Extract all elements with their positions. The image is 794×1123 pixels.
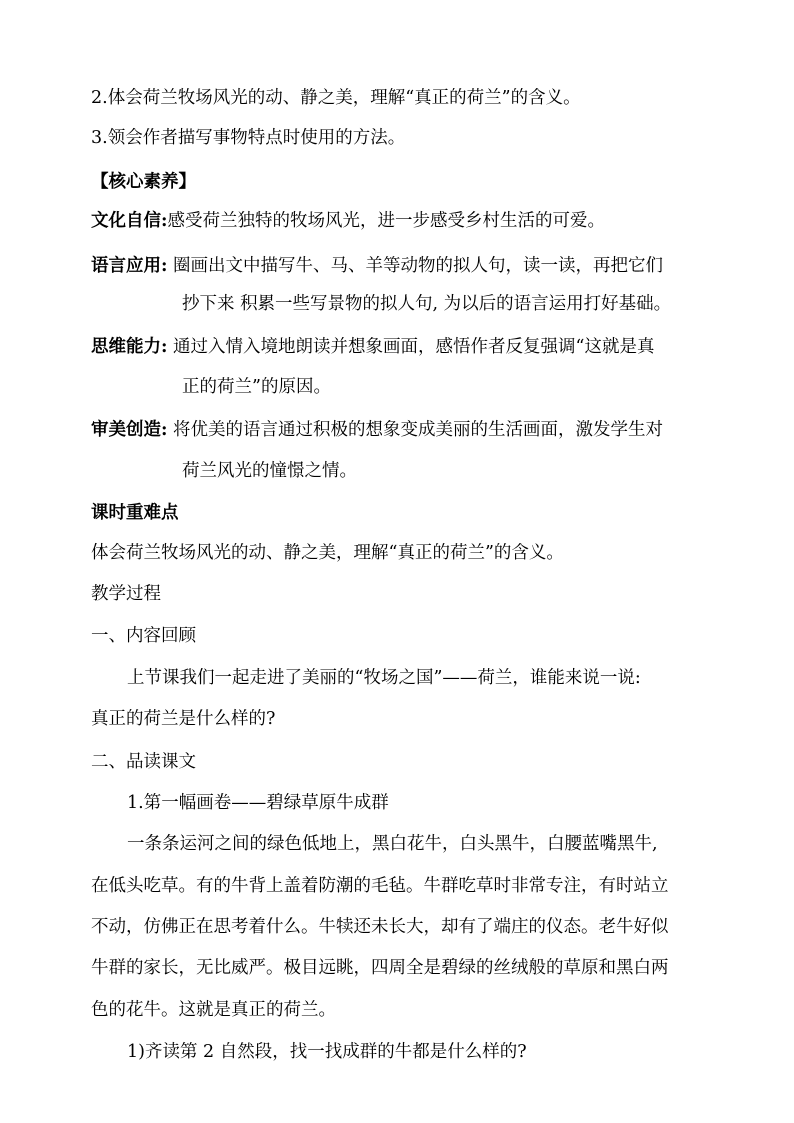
competency-label: 语言应用:: [91, 256, 168, 276]
teaching-process-heading: 教学过程: [91, 584, 161, 604]
passage-line: 在低头吃草。有的牛背上盖着防潮的毛毡。牛群吃草时非常专注，有时站立: [91, 876, 669, 896]
passage-line: 一条条运河之间的绿色低地上，黑白花牛，白头黑牛，白腰蓝嘴黑牛,: [127, 834, 658, 854]
competency-text: 圈画出文中描写牛、马、羊等动物的拟人句，读一读，再把它们: [173, 256, 664, 276]
competency-label: 文化自信:: [91, 211, 168, 231]
section-2-title: 二、品读课文: [91, 752, 196, 772]
competency-text: 通过入情入境地朗读并想象画面，感悟作者反复强调“这就是真: [173, 337, 655, 357]
core-literacy-heading: 【核心素养】: [91, 172, 196, 192]
question-1: 1)齐读第 2 自然段，找一找成群的牛都是什么样的?: [127, 1042, 527, 1062]
objective-2: 2.体会荷兰牧场风光的动、静之美，理解“真正的荷兰”的含义。: [91, 88, 581, 108]
section-1-text: 上节课我们一起走进了美丽的“牧场之国”——荷兰，谁能来说一说:: [127, 668, 641, 688]
section-1-title: 一、内容回顾: [91, 626, 196, 646]
competency-language-cont: 抄下来 积累一些写景物的拟人句, 为以后的语言运用打好基础。: [182, 294, 672, 314]
competency-thinking-cont: 正的荷兰”的原因。: [182, 377, 331, 397]
competency-aesthetic: [91, 418, 663, 442]
competency-text: 感受荷兰独特的牧场风光，进一步感受乡村生活的可爱。: [167, 211, 605, 231]
competency-text: 将优美的语言通过积极的想象变成美丽的生活画面，激发学生对: [173, 420, 664, 440]
competency-culture: [91, 209, 605, 233]
competency-label: 思维能力:: [91, 337, 168, 357]
passage-line: 牛群的家长，无比威严。极目远眺，四周全是碧绿的丝绒般的草原和黑白两: [91, 958, 669, 978]
section-1-text-cont: 真正的荷兰是什么样的?: [91, 709, 276, 729]
objective-3: 3.领会作者描写事物特点时使用的方法。: [91, 128, 406, 148]
competency-label: 审美创造:: [91, 420, 168, 440]
competency-aesthetic-cont: 荷兰风光的憧憬之情。: [182, 461, 357, 481]
section-2-subtitle: 1.第一幅画卷——碧绿草原牛成群: [127, 793, 389, 813]
competency-thinking: [91, 335, 655, 359]
key-points-heading: 课时重难点: [91, 503, 179, 523]
competency-language: [91, 254, 663, 278]
passage-line: 色的花牛。这就是真正的荷兰。: [91, 1000, 336, 1020]
passage-line: 不动，仿佛正在思考着什么。牛犊还未长大，却有了端庄的仪态。老牛好似: [91, 917, 669, 937]
key-points-text: 体会荷兰牧场风光的动、静之美，理解“真正的荷兰”的含义。: [91, 543, 564, 563]
